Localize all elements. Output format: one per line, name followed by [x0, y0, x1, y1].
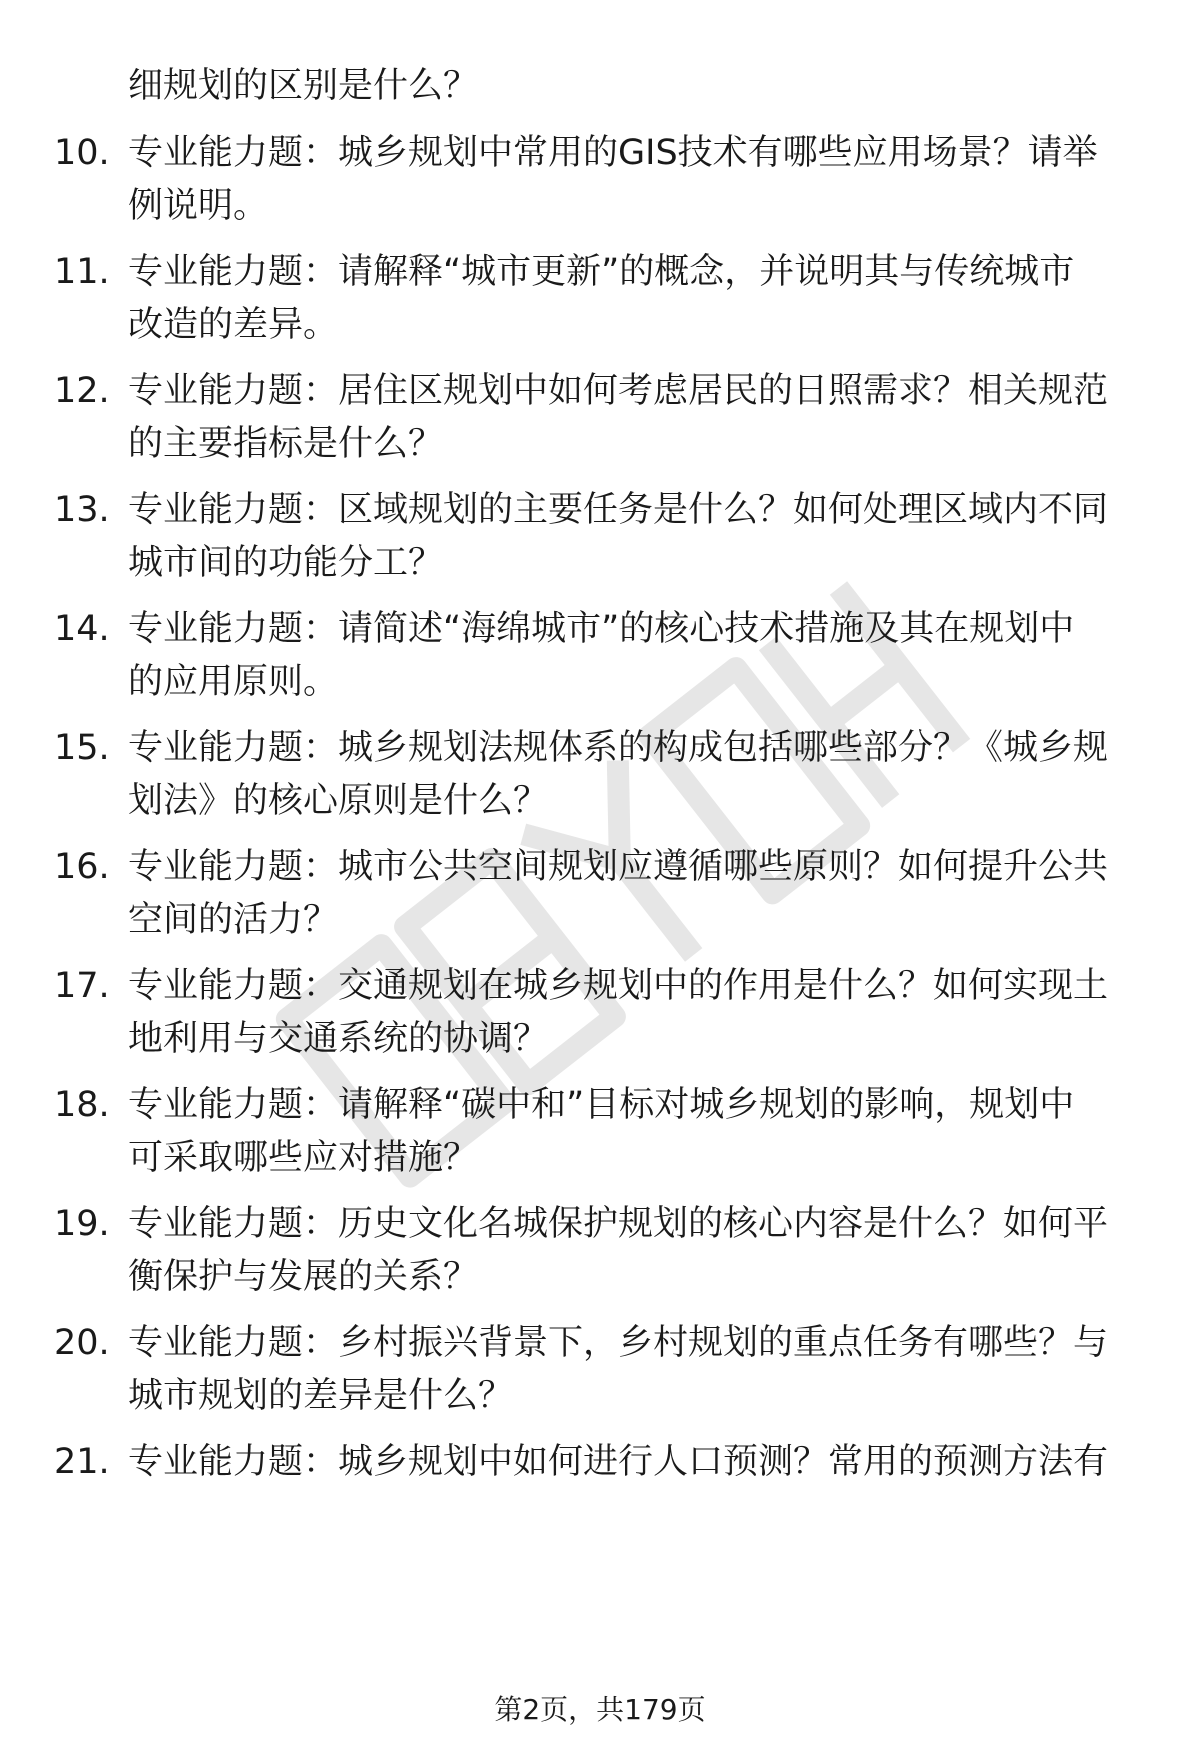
item-text-line2: 地利用与交通系统的协调？ [128, 1019, 549, 1059]
item-text-line2: 可采取哪些应对措施？ [128, 1138, 479, 1178]
item-text-line1: 专业能力题：历史文化名城保护规划的核心内容是什么？如何平 [128, 1204, 1109, 1244]
item-text-line1: 专业能力题：城市公共空间规划应遵循哪些原则？如何提升公共 [128, 847, 1109, 887]
item-text-line2: 的应用原则。 [128, 662, 339, 702]
item-text-line1: 专业能力题：请解释“碳中和”目标对城乡规划的影响，规划中 [128, 1085, 1075, 1125]
item-text-line1: 专业能力题：城乡规划中如何进行人口预测？常用的预测方法有 [128, 1442, 1109, 1482]
item-text-line2: 的主要指标是什么？ [128, 424, 444, 464]
item-text-line2: 空间的活力？ [128, 900, 339, 940]
item-text-line1: 专业能力题：请解释“城市更新”的概念，并说明其与传统城市 [128, 252, 1075, 292]
item-number: 11. [54, 252, 110, 292]
item-text-line2: 城市规划的差异是什么？ [128, 1376, 514, 1416]
item-text-line2: 城市间的功能分工？ [128, 543, 444, 583]
item-text-line1: 专业能力题：交通规划在城乡规划中的作用是什么？如何实现土 [128, 966, 1109, 1006]
item-text-line1: 专业能力题：乡村振兴背景下，乡村规划的重点任务有哪些？与 [128, 1323, 1109, 1363]
item-text-line2: 改造的差异。 [128, 305, 339, 345]
item-text-line1: 专业能力题：请简述“海绵城市”的核心技术措施及其在规划中 [128, 609, 1075, 649]
item-text-line1: 专业能力题：城乡规划法规体系的构成包括哪些部分？《城乡规 [128, 728, 1109, 768]
item-text-line1: 专业能力题：居住区规划中如何考虑居民的日照需求？相关规范 [128, 371, 1109, 411]
item-number: 21. [54, 1442, 110, 1482]
item-number: 16. [54, 847, 110, 887]
item-number: 15. [54, 728, 110, 768]
item-text-line2: 衡保护与发展的关系？ [128, 1257, 479, 1297]
item-text-line1: 专业能力题：城乡规划中常用的GIS技术有哪些应用场景？请举 [128, 133, 1098, 173]
item-text-line2: 例说明。 [128, 186, 269, 226]
item-number: 20. [54, 1323, 110, 1363]
continuation-text: 细规划的区别是什么？ [128, 66, 479, 106]
item-number: 17. [54, 966, 110, 1006]
item-number: 10. [54, 133, 110, 173]
item-number: 18. [54, 1085, 110, 1125]
item-text-line1: 专业能力题：区域规划的主要任务是什么？如何处理区域内不同 [128, 490, 1109, 530]
item-number: 14. [54, 609, 110, 649]
item-number: 13. [54, 490, 110, 530]
item-number: 19. [54, 1204, 110, 1244]
item-number: 12. [54, 371, 110, 411]
page-number: 第2页，共179页 [494, 1693, 706, 1726]
item-text-line2: 划法》的核心原则是什么？ [128, 781, 549, 821]
